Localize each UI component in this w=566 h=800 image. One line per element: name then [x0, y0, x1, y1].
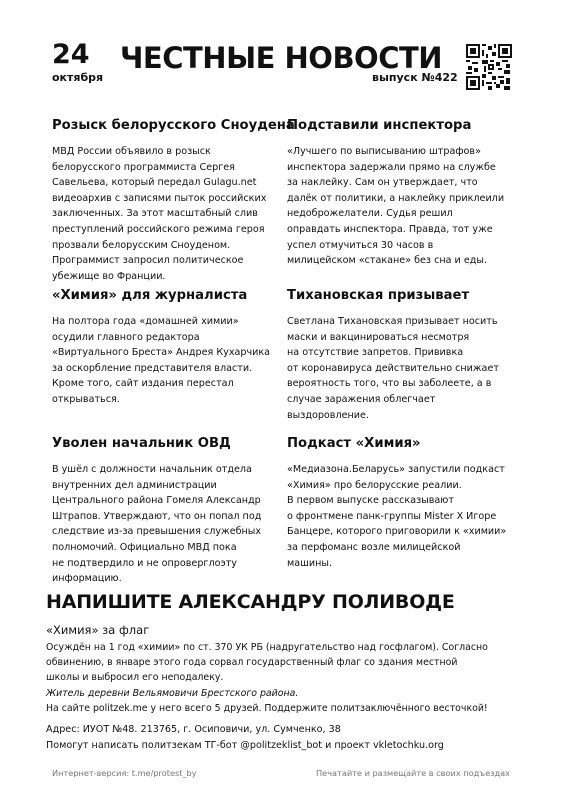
appeal-heading: НАПИШИТЕ АЛЕКСАНДРУ ПОЛИВОДЕ: [46, 591, 455, 613]
case-residence: Житель деревни Вельямовичи Брестского района.: [46, 687, 299, 699]
mailing-info: [46, 722, 526, 754]
case-line: Осуждён на 1 год «химии» по ст. 370 УК РБ (надругательство над госфлагом). Согласно: [46, 642, 488, 653]
issue-day: 24: [52, 39, 90, 70]
case-description: [46, 640, 526, 716]
newspaper-title: ЧЕСТНЫЕ НОВОСТИ: [120, 41, 443, 75]
article-journalist: [52, 287, 292, 408]
article-title: Тихановская призывает: [287, 288, 470, 303]
qr-code-icon: [466, 44, 512, 90]
article-title: Розыск белорусского Сноудена: [52, 118, 295, 133]
article-tikhanovskaya: [287, 287, 527, 423]
case-line: обвинению, в январе этого года сорвал государственный флаг со здания местной: [46, 657, 458, 669]
article-body: В ушёл с должности начальник отдела внутренних дел администрации Центрального района Гомеля Александр Штрапов. Утверждают, что он попал под следствие из-за превышения служебных полномочий. Официально МВД пока не подтвердило и не опроверглоэту информацию.: [52, 464, 262, 585]
article-body: Светлана Тихановская призывает носить маски и вакцинироваться несмотря на отсутствие запретов. Прививка от коронавируса действительно снижает вероятность того, что вы заболеете, а в случае заражения облегчает выздоровление.: [287, 316, 499, 421]
article-body: «Медиазона.Беларусь» запустили подкаст «Химия» про белорусские реалии. В первом выпуске рассказывают о фронтмене панк-группы Mister X Игоре Банцере, которого приговорили к «химии» за перфоманс возле милицейской машины.: [287, 464, 507, 569]
article-body: МВД России объявило в розыск белорусского программиста Сергея Савельева, который передал Gulagu.net видеоархив с записями пыток российских заключенных. За этот масштабный слив преступлений российского режима героя прозвали белорусским Сноуденом. Программист запросил политическое убежище во Франции.: [52, 146, 267, 282]
article-title: Подставили инспектора: [287, 118, 472, 133]
article-body: «Лучшего по выписыванию штрафов» инспектора задержали прямо на службе за наклейку. Сам он утверждает, что далёк от политики, а наклейку приклеили недоброжелатели. Судья решил оправдать инспектора. Правда, тот уже успел отмучиться 30 часов в милицейском «стакане» без сна и еды.: [287, 146, 505, 267]
issue-number: выпуск №422: [372, 71, 458, 84]
bot-note: Помогут написать политзекам ТГ-бот @politzeklist_bot и проект vkletochku.org: [46, 740, 444, 751]
masthead: [52, 39, 514, 90]
case-title: «Химия» за флаг: [46, 623, 150, 637]
issue-month: октября: [52, 71, 104, 84]
article-podcast: [287, 435, 527, 571]
mailing-address: Адрес: ИУОТ №48. 213765, г. Осиповичи, ул. Сумченко, 38: [46, 724, 341, 735]
footer-print-note: Печатайте и размещайте в своих подъездах: [316, 768, 510, 778]
article-body: На полтора года «домашней химии» осудили главного редактора «Виртуального Бреста» Андрея Кухарчика за оскорбление представителя власти. Кроме того, сайт издания перестал открываться.: [52, 316, 271, 405]
article-title: Уволен начальник ОВД: [52, 436, 231, 451]
article-title: «Химия» для журналиста: [52, 288, 248, 303]
article-ovd-chief: [52, 435, 292, 587]
case-line: школы и выбросил его неподалеку.: [46, 672, 224, 684]
article-title: Подкаст «Химия»: [287, 436, 421, 451]
footer-web-version: Интернет-версия: t.me/protest_by: [52, 768, 197, 778]
article-snowden: [52, 117, 295, 284]
article-inspector: [287, 117, 527, 269]
case-site-note: На сайте politzek.me у него всего 5 друзей. Поддержите политзаключённого весточкой!: [46, 702, 488, 714]
